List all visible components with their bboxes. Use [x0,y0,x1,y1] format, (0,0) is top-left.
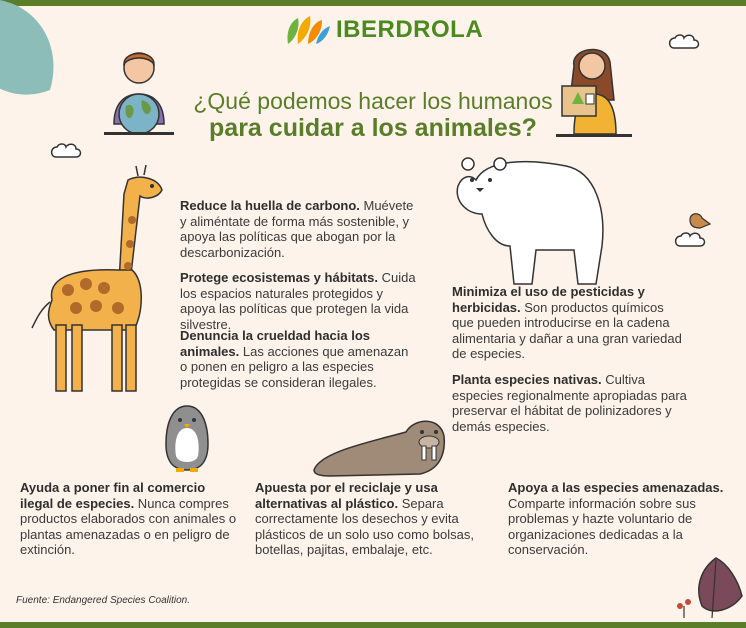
title-line-2: para cuidar a los animales? [209,114,537,142]
tip-native-species [452,372,692,434]
cloud-icon [50,143,82,159]
polar-bear-icon [446,150,606,290]
penguin-icon [162,404,212,474]
logo-leaves-icon [284,14,330,46]
tip-minimize-pesticides [452,284,686,362]
tip-illegal-trade [20,480,238,558]
tip-title: Apuesta por el reciclaje y usa alternativas al plástico. [255,480,438,511]
tip-recycling [255,480,477,558]
tip-protect-ecosystems [180,270,422,332]
tip-title: Ayuda a poner fin al comercio ilegal de especies. [20,480,206,511]
tip-title: Minimiza el uso de pesticidas y herbicidas. [452,284,645,315]
tip-text: Nunca compres productos elaborados con animales o plantas amenazadas o en peligro de extinción. [20,495,237,557]
tip-title: Reduce la huella de carbono. [180,198,360,213]
tip-text: Las acciones que amenazan o ponen en peligro a las especies protegidas se consideran ilegales. [180,343,409,390]
walrus-icon [310,412,450,478]
tip-text: Son productos químicos que pueden introducirse en la cadena alimentaria y dañar a una gran variedad de especies. [452,299,682,361]
tip-text: Separa correctamente los desechos y evita plásticos de un solo uso como bolsas, botellas, pajitas, embalaje, etc. [255,495,474,557]
tip-report-cruelty [180,328,416,390]
tip-text: Cuida los espacios naturales protegidos y apoya las políticas que protegen la vida silvestre. [180,270,416,332]
tip-text: Muévete y aliméntate de forma más sostenible, y apoya las políticas que abogan por la descarbonización. [180,198,414,260]
autumn-leaf-icon [672,556,746,622]
tip-text: Comparte información sobre sus problemas y hazte voluntario de organizaciones dedicadas a la conservación. [508,495,696,557]
tip-title: Apoya a las especies amenazadas. [508,480,724,495]
tip-title: Protege ecosistemas y hábitats. [180,270,378,285]
giraffe-icon [28,160,178,400]
tip-text: Cultiva especies regionalmente apropiadas para preservar el hábitat de polinizadores y demás especies. [452,372,687,434]
top-border [0,0,746,6]
title-line-1: ¿Qué podemos hacer los humanos [193,88,553,114]
iberdrola-logo [284,14,483,46]
tip-title: Denuncia la crueldad hacia los animales. [180,328,371,359]
bottom-border [0,622,746,628]
cloud-icon [668,34,700,50]
brand-name: IBERDROLA [336,16,484,43]
tip-carbon-footprint [180,198,420,260]
source-note: Fuente: Endangered Species Coalition. [16,595,191,606]
bird-on-cloud-icon [674,208,724,248]
tip-title: Planta especies nativas. [452,372,602,387]
tip-support-species [508,480,730,558]
